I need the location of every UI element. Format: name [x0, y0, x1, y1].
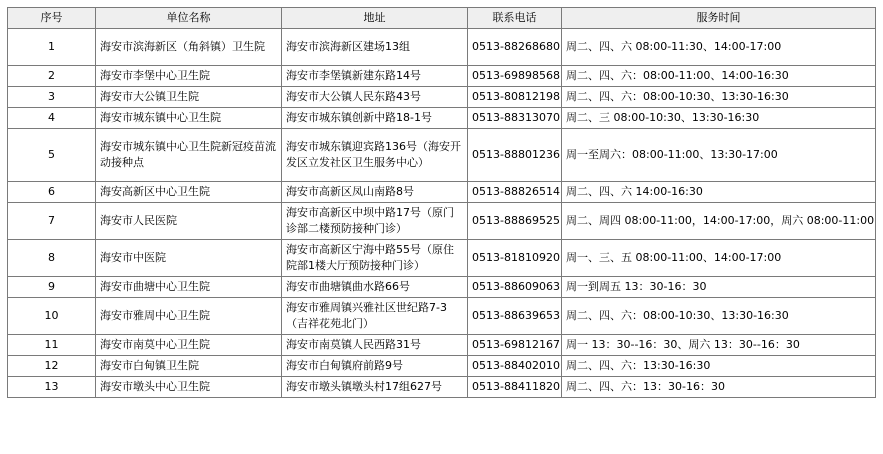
- row-address: 海安市高新区宁海中路55号（原住院部1楼大厅预防接种门诊）: [282, 240, 468, 277]
- row-name: 海安市白甸镇卫生院: [96, 356, 282, 377]
- row-no: 2: [8, 66, 96, 87]
- row-hours: 周二、三 08:00-10:30、13:30-16:30: [562, 108, 876, 129]
- row-no: 3: [8, 87, 96, 108]
- row-name: 海安市城东镇中心卫生院: [96, 108, 282, 129]
- table-row: [8, 129, 876, 182]
- table-row: [8, 277, 876, 298]
- row-name: 海安市城东镇中心卫生院新冠疫苗流动接种点: [96, 129, 282, 182]
- table-row: [8, 335, 876, 356]
- header-phone: 联系电话: [468, 8, 562, 29]
- row-hours: 周二、周四 08:00-11:00，14:00-17:00，周六 08:00-11:00: [562, 203, 876, 240]
- row-name: 海安市大公镇卫生院: [96, 87, 282, 108]
- row-hours: 周二、四、六：13:30-16:30: [562, 356, 876, 377]
- row-address: 海安市高新区凤山南路8号: [282, 182, 468, 203]
- row-name: 海安市滨海新区（角斜镇）卫生院: [96, 29, 282, 66]
- row-no: 8: [8, 240, 96, 277]
- header-name: 单位名称: [96, 8, 282, 29]
- row-no: 5: [8, 129, 96, 182]
- table-row: [8, 66, 876, 87]
- row-phone: 0513-88268680: [468, 29, 562, 66]
- row-phone: 0513-88826514: [468, 182, 562, 203]
- row-address: 海安市雅周镇兴雅社区世纪路7-3（吉祥花苑北门）: [282, 298, 468, 335]
- row-address: 海安市城东镇创新中路18-1号: [282, 108, 468, 129]
- row-name: 海安市李堡中心卫生院: [96, 66, 282, 87]
- row-phone: 0513-88402010: [468, 356, 562, 377]
- row-hours: 周二、四、六：08:00-11:00、14:00-16:30: [562, 66, 876, 87]
- row-hours: 周二、四、六：08:00-10:30、13:30-16:30: [562, 298, 876, 335]
- row-phone: 0513-88313070: [468, 108, 562, 129]
- header-no: 序号: [8, 8, 96, 29]
- row-no: 7: [8, 203, 96, 240]
- row-address: 海安市白甸镇府前路9号: [282, 356, 468, 377]
- table-row: [8, 182, 876, 203]
- row-name: 海安市南莫中心卫生院: [96, 335, 282, 356]
- row-address: 海安市墩头镇墩头村17组627号: [282, 377, 468, 398]
- row-name: 海安市人民医院: [96, 203, 282, 240]
- row-name: 海安高新区中心卫生院: [96, 182, 282, 203]
- row-phone: 0513-81810920: [468, 240, 562, 277]
- row-phone: 0513-88411820: [468, 377, 562, 398]
- row-no: 6: [8, 182, 96, 203]
- row-address: 海安市滨海新区建场13组: [282, 29, 468, 66]
- row-name: 海安市中医院: [96, 240, 282, 277]
- row-hours: 周一到周五 13：30-16：30: [562, 277, 876, 298]
- clinic-table: [7, 7, 876, 398]
- table-row: [8, 203, 876, 240]
- row-name: 海安市墩头中心卫生院: [96, 377, 282, 398]
- row-no: 12: [8, 356, 96, 377]
- table-row: [8, 87, 876, 108]
- row-phone: 0513-88639653: [468, 298, 562, 335]
- row-phone: 0513-88801236: [468, 129, 562, 182]
- row-address: 海安市高新区中坝中路17号（原门诊部二楼预防接种门诊）: [282, 203, 468, 240]
- row-no: 9: [8, 277, 96, 298]
- header-address: 地址: [282, 8, 468, 29]
- row-hours: 周二、四、六：08:00-10:30、13:30-16:30: [562, 87, 876, 108]
- row-hours: 周二、四、六：13：30-16：30: [562, 377, 876, 398]
- row-phone: 0513-88609063: [468, 277, 562, 298]
- header-row: [8, 8, 876, 29]
- row-phone: 0513-80812198: [468, 87, 562, 108]
- table-row: [8, 377, 876, 398]
- row-phone: 0513-88869525: [468, 203, 562, 240]
- table-row: [8, 29, 876, 66]
- row-address: 海安市南莫镇人民西路31号: [282, 335, 468, 356]
- row-address: 海安市大公镇人民东路43号: [282, 87, 468, 108]
- row-address: 海安市李堡镇新建东路14号: [282, 66, 468, 87]
- row-no: 13: [8, 377, 96, 398]
- table-row: [8, 356, 876, 377]
- row-address: 海安市曲塘镇曲水路66号: [282, 277, 468, 298]
- table-row: [8, 240, 876, 277]
- row-hours: 周二、四、六 08:00-11:30、14:00-17:00: [562, 29, 876, 66]
- row-address: 海安市城东镇迎宾路136号（海安开发区立发社区卫生服务中心）: [282, 129, 468, 182]
- row-no: 1: [8, 29, 96, 66]
- row-no: 11: [8, 335, 96, 356]
- row-name: 海安市雅周中心卫生院: [96, 298, 282, 335]
- table-row: [8, 108, 876, 129]
- row-hours: 周二、四、六 14:00-16:30: [562, 182, 876, 203]
- row-phone: 0513-69898568: [468, 66, 562, 87]
- header-hours: 服务时间: [562, 8, 876, 29]
- row-hours: 周一、三、五 08:00-11:00、14:00-17:00: [562, 240, 876, 277]
- row-hours: 周一至周六：08:00-11:00、13:30-17:00: [562, 129, 876, 182]
- table-row: [8, 298, 876, 335]
- row-no: 10: [8, 298, 96, 335]
- row-no: 4: [8, 108, 96, 129]
- row-hours: 周一 13：30--16：30、周六 13：30--16：30: [562, 335, 876, 356]
- row-name: 海安市曲塘中心卫生院: [96, 277, 282, 298]
- row-phone: 0513-69812167: [468, 335, 562, 356]
